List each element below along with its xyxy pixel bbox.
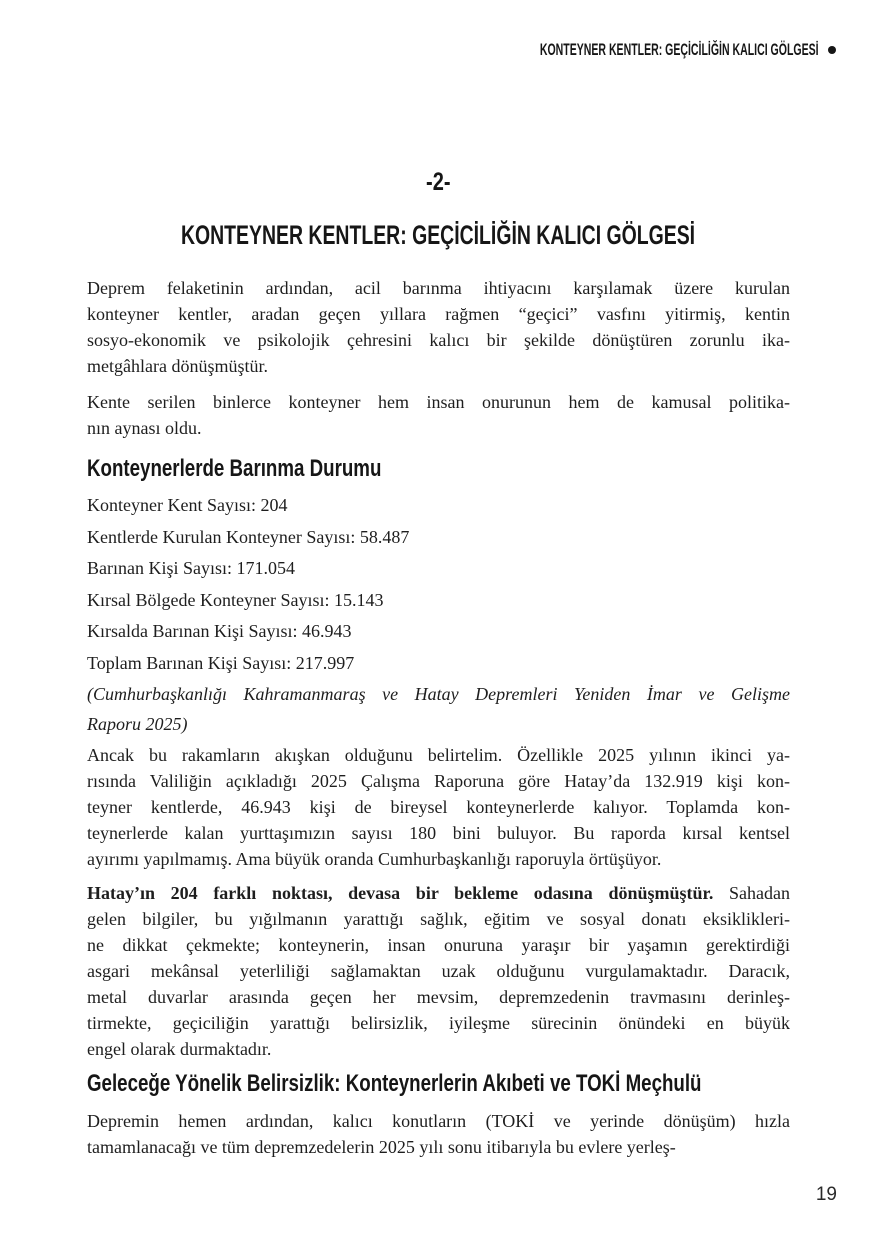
running-header-text: KONTEYNER KENTLER: GEÇİCİLİĞİN KALICI GÖLGESİ	[540, 40, 819, 59]
text-line: Toplam Barınan Kişi Sayısı: 217.997	[87, 652, 355, 673]
text-line: gelen bilgiler, bu yığılmanın yarattığı sağlık, eğitim ve sosyal donatı eksiklikleri-	[87, 909, 790, 929]
text-line: Kırsal Bölgede Konteyner Sayısı: 15.143	[87, 589, 384, 610]
text-line: metal duvarlar arasında geçen her mevsim, depremzedenin travmasını derinleş-	[87, 987, 790, 1007]
section-heading-text: Konteynerlerde Barınma Durumu	[87, 455, 382, 482]
text-line: nın aynası oldu.	[87, 418, 202, 438]
text-line: Kentlerde Kurulan Konteyner Sayısı: 58.487	[87, 526, 410, 547]
source-citation	[87, 679, 790, 739]
text-line: Hatay’ın 204 farklı noktası, devasa bir bekleme odasına dönüşmüştür. Sahadan	[87, 883, 790, 903]
text-line: Kente serilen binlerce konteyner hem insan onurunun hem de kamusal politika-	[87, 392, 790, 412]
text-line: tirmekte, geçiciliğin yarattığı belirsizlik, iyileşme sürecinin önündeki en büyük	[87, 1013, 790, 1033]
chapter-number-text: -2-	[426, 168, 451, 196]
text-line: konteyner kentler, aradan geçen yıllara rağmen “geçici” vasfını yitirmiş, kentin	[87, 304, 790, 324]
statistics-list	[87, 490, 790, 679]
paragraph-figures-fluid	[87, 742, 790, 872]
bullet-icon	[828, 46, 836, 54]
text-line: rısında Valiliğin açıkladığı 2025 Çalışma Raporuna göre Hatay’da 132.919 kişi kon-	[87, 771, 790, 791]
section-heading-housing-status	[87, 455, 790, 484]
text-line: teynerlerde kalan yurttaşımızın sayısı 180 bini buluyor. Bu raporda kırsal kentsel	[87, 823, 790, 843]
section-heading-future-uncertainty	[87, 1070, 790, 1099]
text-line: asgari mekânsal yeterliliği sağlamaktan uzak olduğunu vurgulamaktadır. Daracık,	[87, 961, 790, 981]
text-line: Konteyner Kent Sayısı: 204	[87, 495, 288, 515]
text-line: Depremin hemen ardından, kalıcı konutların (TOKİ ve yerinde dönüşüm) hızla	[87, 1111, 790, 1131]
text-line: Raporu 2025)	[87, 714, 188, 734]
text-line: Barınan Kişi Sayısı: 171.054	[87, 558, 295, 578]
paragraph-toki	[87, 1108, 790, 1160]
paragraph-mirror	[87, 389, 790, 441]
text-line: Kırsalda Barınan Kişi Sayısı: 46.943	[87, 621, 352, 641]
text-line: ne dikkat çekmekte; konteynerin, insan onuruna yaraşır bir yaşamın gerektirdiği	[87, 935, 790, 955]
text-line: sosyo-ekonomik ve psikolojik çehresini kalıcı bir şekilde dönüştüren zorunlu ika-	[87, 330, 790, 350]
page-title-text: KONTEYNER KENTLER: GEÇİCİLİĞİN KALICI GÖLGESİ	[181, 220, 696, 250]
page-number: 19	[815, 1184, 837, 1205]
section-heading-text: Geleceğe Yönelik Belirsizlik: Konteynerlerin Akıbeti ve TOKİ Meçhulü	[87, 1070, 702, 1097]
text-line: teyner kentlerde, 46.943 kişi de bireysel konteynerlerde kalıyor. Toplamda kon-	[87, 797, 790, 817]
body-text-column	[87, 0, 790, 1160]
text-line: tamamlanacağı ve tüm depremzedelerin 2025 yılı sonu itibarıyla bu evlere yerleş-	[87, 1137, 676, 1157]
paragraph-waiting-room	[87, 880, 790, 1062]
text-line: Deprem felaketinin ardından, acil barınma ihtiyacını karşılamak üzere kurulan	[87, 278, 790, 298]
text-line: ayırımı yapılmamış. Ama büyük oranda Cumhurbaşkanlığı raporuyla örtüşüyor.	[87, 849, 662, 869]
text-line: metgâhlara dönüşmüştür.	[87, 356, 268, 376]
text-line: engel olarak durmaktadır.	[87, 1039, 272, 1059]
text-line: Ancak bu rakamların akışkan olduğunu belirtelim. Özellikle 2025 yılının ikinci ya-	[87, 745, 790, 765]
text-line: (Cumhurbaşkanlığı Kahramanmaraş ve Hatay Depremleri Yeniden İmar ve Gelişme	[87, 684, 790, 704]
paragraph-intro	[87, 275, 790, 379]
